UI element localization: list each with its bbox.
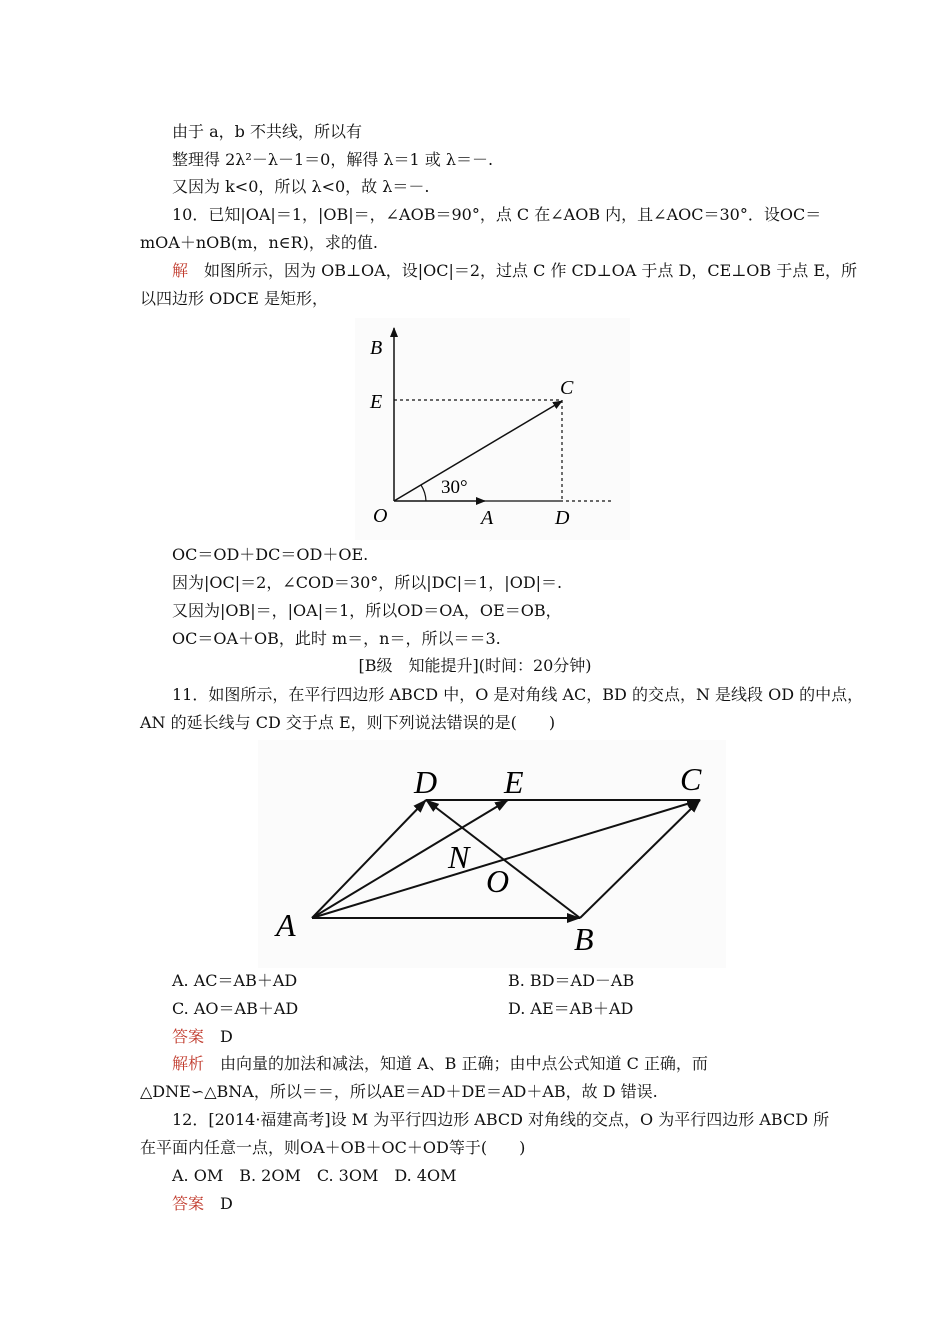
- solution-text: 如图所示，因为 OB⊥OA，设|OC|＝2，过点 C 作 CD⊥OA 于点 D，CE⊥OB 于点 E，所: [204, 261, 858, 280]
- answer-12: [172, 1193, 233, 1215]
- option-c: C. AO＝AB＋AD: [172, 999, 299, 1018]
- figure-parallelogram-abcd: [258, 740, 726, 968]
- solution-line-2: 以四边形 ODCE 是矩形，: [140, 289, 329, 308]
- label-angle: 30°: [441, 477, 468, 498]
- question-12-line-1: 12．[2014·福建高考]设 M 为平行四边形 ABCD 对角线的交点，O 为平行四边形 ABCD 所: [172, 1110, 830, 1129]
- solution-line-1: [172, 260, 857, 282]
- question-10-line-2: mOA＋nOB(m，n∈R)，求的值.: [140, 233, 378, 252]
- option-b: B. BD＝AD－AB: [508, 971, 635, 990]
- analysis-line-1: [172, 1053, 708, 1075]
- label-E: E: [504, 764, 524, 800]
- question-12-options: A. OM B. 2OM C. 3OM D. 4OM: [172, 1166, 457, 1185]
- label-B: B: [574, 921, 594, 957]
- label-E: E: [370, 391, 383, 413]
- solution-label: 解: [172, 261, 189, 280]
- analysis-label: 解析: [172, 1054, 205, 1073]
- label-O: O: [486, 863, 510, 899]
- label-C: C: [680, 761, 702, 797]
- figure-rectangle-odce: [355, 318, 630, 540]
- answer-label: 答案: [172, 1194, 205, 1213]
- label-C: C: [560, 377, 574, 399]
- question-12-line-2: 在平面内任意一点，则OA＋OB＋OC＋OD等于( ): [140, 1138, 526, 1157]
- question-11-line-2: AN 的延长线与 CD 交于点 E，则下列说法错误的是( ): [140, 713, 556, 732]
- section-heading-b-level: [B级 知能提升](时间：20分钟): [358, 656, 592, 675]
- option-d: D. AE＝AB＋AD: [508, 999, 634, 1018]
- option-a: A. AC＝AB＋AD: [172, 971, 298, 990]
- answer-value: D: [220, 1027, 233, 1046]
- solution-line-5: 又因为|OB|＝，|OA|＝1，所以OD＝OA，OE＝OB，: [172, 601, 562, 620]
- analysis-line-2: △DNE∽△BNA，所以＝＝，所以AE＝AD＋DE＝AD＋AB，故 D 错误.: [140, 1082, 658, 1101]
- label-D: D: [414, 764, 438, 800]
- solution-line-6: OC＝OA＋OB，此时 m＝，n＝，所以＝＝3.: [172, 629, 501, 648]
- solution-line-3: OC＝OD＋DC＝OD＋OE.: [172, 545, 369, 564]
- analysis-text: 由向量的加法和减法，知道 A、B 正确；由中点公式知道 C 正确，而: [220, 1054, 708, 1073]
- answer-11: [172, 1026, 233, 1048]
- label-O: O: [373, 505, 388, 527]
- solution-line-4: 因为|OC|＝2，∠COD＝30°，所以|DC|＝1，|OD|＝.: [172, 573, 563, 592]
- text-line-1: 由于 a，b 不共线，所以有: [172, 122, 362, 141]
- text-line-2: 整理得 2λ²－λ－1＝0，解得 λ＝1 或 λ＝－.: [172, 150, 494, 169]
- text-line-3: 又因为 k<0，所以 λ<0，故 λ＝－.: [172, 177, 430, 196]
- answer-value: D: [220, 1194, 233, 1213]
- label-B: B: [370, 337, 383, 359]
- label-A: A: [481, 507, 494, 529]
- question-10-line-1: 10．已知|OA|＝1，|OB|＝，∠AOB＝90°，点 C 在∠AOB 内，且∠AOC＝30°．设OC＝: [172, 205, 822, 224]
- label-N: N: [448, 839, 470, 875]
- label-D: D: [555, 507, 570, 529]
- answer-label: 答案: [172, 1027, 205, 1046]
- question-11-line-1: 11．如图所示，在平行四边形 ABCD 中，O 是对角线 AC，BD 的交点，N 是线段 OD 的中点，: [172, 685, 864, 704]
- label-A: A: [276, 907, 296, 943]
